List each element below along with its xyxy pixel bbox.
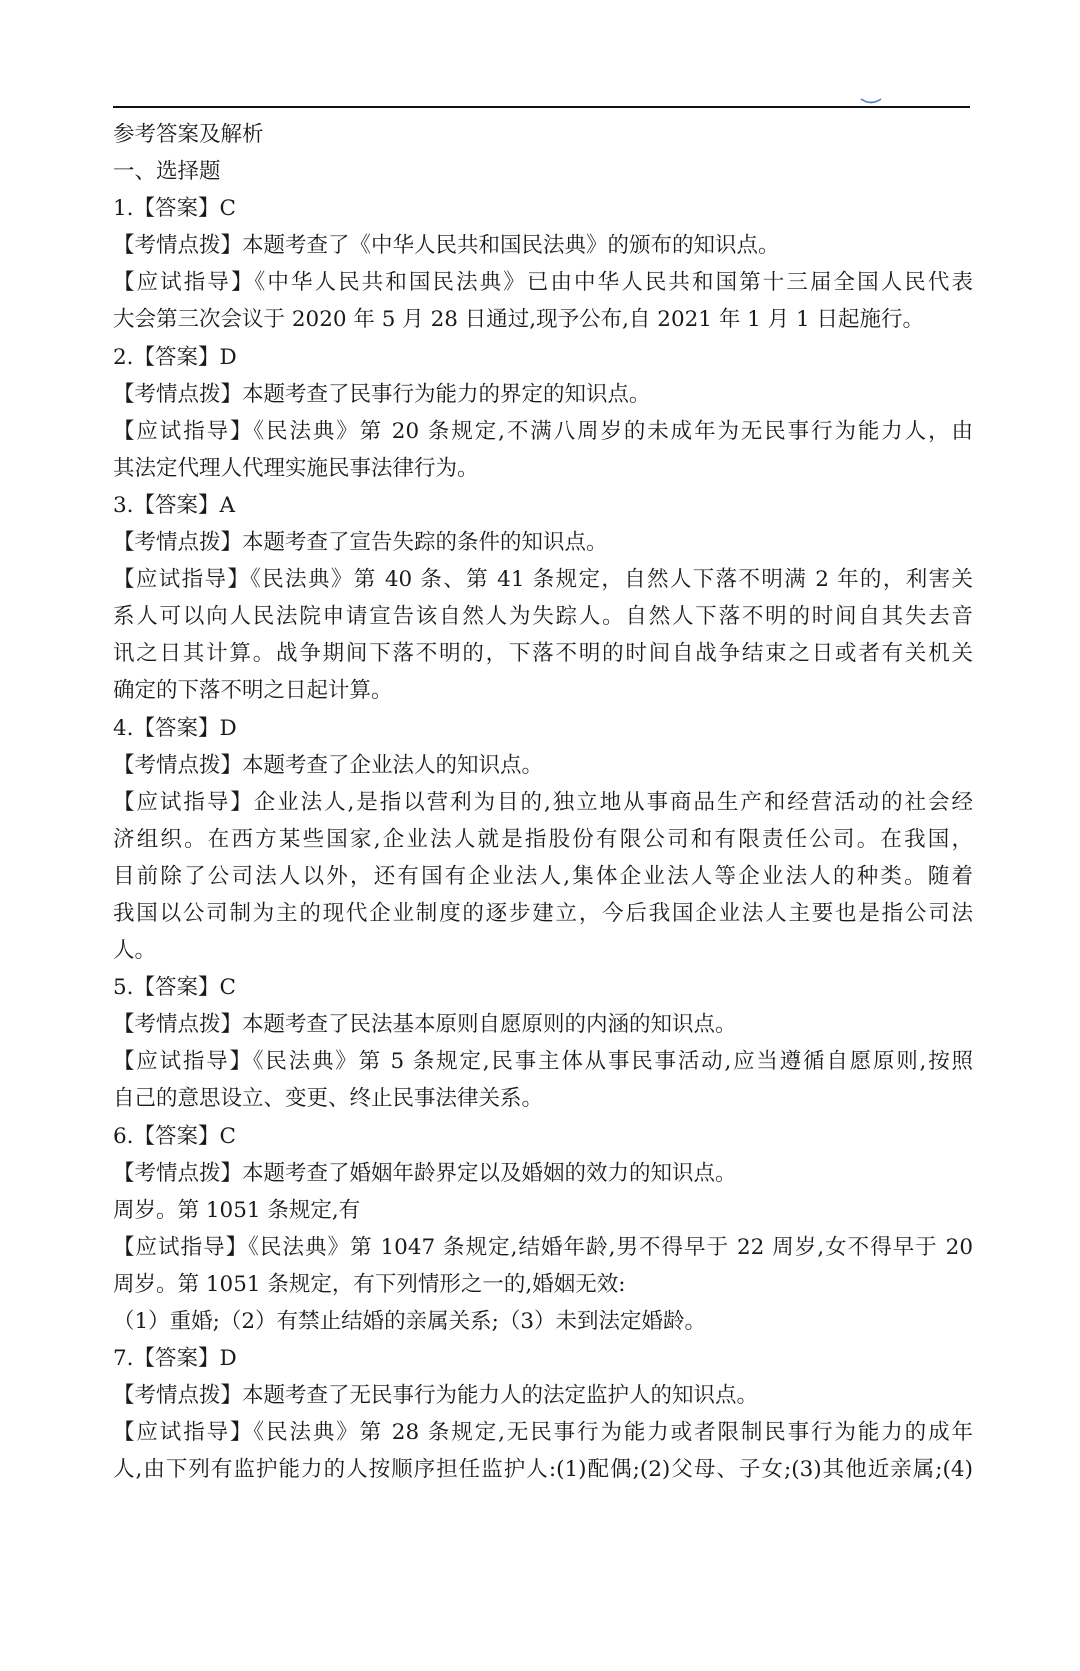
guidance-line: 系人可以向人民法院申请宣告该自然人为失踪人。自然人下落不明的时间自其失去音 xyxy=(113,604,973,630)
key-point-line: 【考情点拨】本题考查了婚姻年龄界定以及婚姻的效力的知识点。 xyxy=(113,1160,737,1186)
guidance-line: （1）重婚;（2）有禁止结婚的亲属关系;（3）未到法定婚龄。 xyxy=(113,1309,707,1334)
guidance-line: 目前除了公司法人以外，还有国有企业法人,集体企业法人等企业法人的种类。随着 xyxy=(113,863,973,889)
answer-line: 7.【答案】D xyxy=(113,1346,237,1372)
guidance-line: 【应试指导】《民法典》第 1047 条规定,结婚年龄,男不得早于 22 周岁,女不得早于 20 xyxy=(113,1234,973,1260)
section-heading: 参考答案及解析 xyxy=(113,122,264,147)
answer-line: 3.【答案】A xyxy=(113,492,236,518)
stray-text-line: 周岁。第 1051 条规定,有 xyxy=(113,1197,361,1223)
answer-content xyxy=(113,116,973,1488)
header-logo-mark xyxy=(860,98,882,104)
guidance-line: 【应试指导】《中华人民共和国民法典》已由中华人民共和国第十三届全国人民代表 xyxy=(113,270,973,296)
guidance-line: 其法定代理人代理实施民事法律行为。 xyxy=(113,455,479,481)
guidance-line: 【应试指导】企业法人,是指以营利为目的,独立地从事商品生产和经营活动的社会经 xyxy=(113,789,973,815)
guidance-line: 自己的意思设立、变更、终止民事法律关系。 xyxy=(113,1086,544,1112)
answer-line: 1.【答案】C xyxy=(113,196,236,222)
answer-line: 6.【答案】C xyxy=(113,1123,236,1149)
key-point-line: 【考情点拨】本题考查了企业法人的知识点。 xyxy=(113,752,544,778)
answer-line: 2.【答案】D xyxy=(113,344,237,370)
header-rule xyxy=(113,106,970,108)
guidance-line: 我国以公司制为主的现代企业制度的逐步建立，今后我国企业法人主要也是指公司法 xyxy=(113,900,973,926)
guidance-line: 确定的下落不明之日起计算。 xyxy=(113,678,393,704)
guidance-line: 人,由下列有监护能力的人按顺序担任监护人:(1)配偶;(2)父母、子女;(3)其他近亲属;(4) xyxy=(113,1457,973,1483)
guidance-line: 【应试指导】《民法典》第 20 条规定,不满八周岁的未成年为无民事行为能力人，由 xyxy=(113,418,973,444)
guidance-line: 大会第三次会议于 2020 年 5 月 28 日通过,现予公布,自 2021 年 1 月 1 日起施行。 xyxy=(113,307,925,333)
guidance-line: 【应试指导】《民法典》第 28 条规定,无民事行为能力或者限制民事行为能力的成年 xyxy=(113,1420,973,1446)
key-point-line: 【考情点拨】本题考查了《中华人民共和国民法典》的颁布的知识点。 xyxy=(113,233,780,259)
guidance-line: 【应试指导】《民法典》第 40 条、第 41 条规定，自然人下落不明满 2 年的，利害关 xyxy=(113,567,973,593)
guidance-line: 济组织。在西方某些国家,企业法人就是指股份有限公司和有限责任公司。在我国， xyxy=(113,826,973,852)
guidance-line: 人。 xyxy=(113,938,157,964)
answer-line: 4.【答案】D xyxy=(113,715,237,741)
answer-line: 5.【答案】C xyxy=(113,975,236,1001)
guidance-line: 【应试指导】《民法典》第 5 条规定,民事主体从事民事活动,应当遵循自愿原则,按照 xyxy=(113,1049,973,1075)
key-point-line: 【考情点拨】本题考查了民事行为能力的界定的知识点。 xyxy=(113,381,651,407)
key-point-line: 【考情点拨】本题考查了无民事行为能力人的法定监护人的知识点。 xyxy=(113,1383,759,1409)
guidance-line: 周岁。第 1051 条规定，有下列情形之一的,婚姻无效: xyxy=(113,1271,626,1297)
guidance-line: 讯之日其计算。战争期间下落不明的，下落不明的时间自战争结束之日或者有关机关 xyxy=(113,641,973,667)
subsection-heading: 一、选择题 xyxy=(113,159,221,185)
key-point-line: 【考情点拨】本题考查了宣告失踪的条件的知识点。 xyxy=(113,530,608,556)
key-point-line: 【考情点拨】本题考查了民法基本原则自愿原则的内涵的知识点。 xyxy=(113,1012,737,1038)
